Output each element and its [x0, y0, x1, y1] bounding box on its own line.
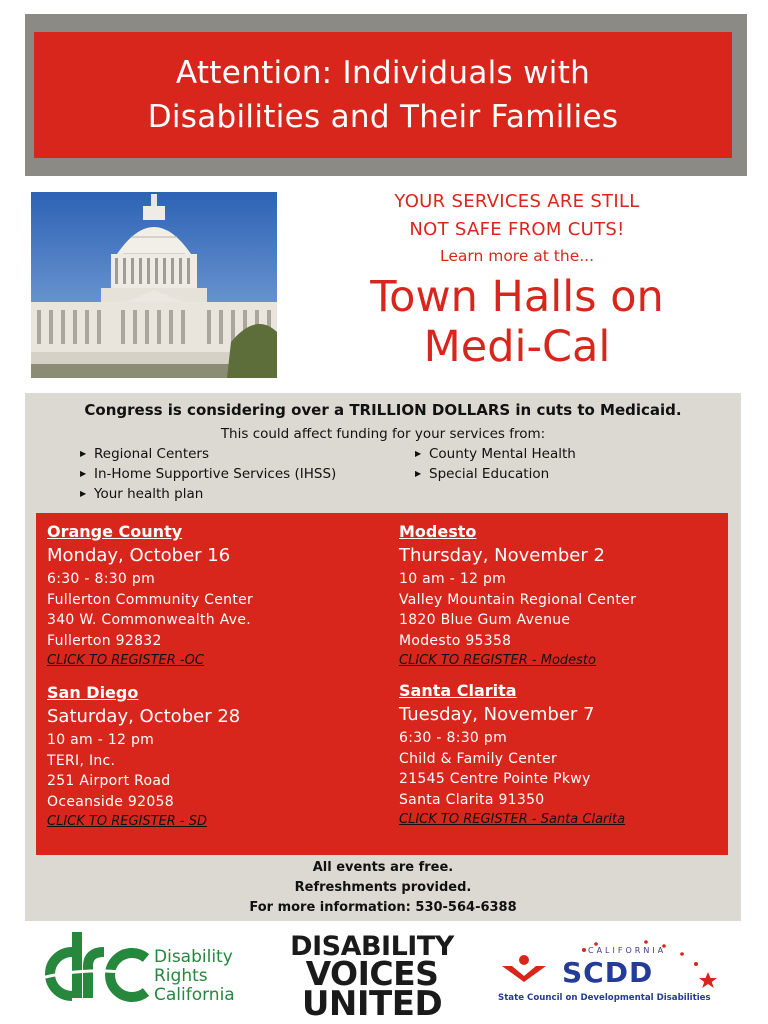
event-san-diego [47, 682, 240, 832]
event-citystate: Oceanside 92058 [47, 793, 174, 810]
promo-block [292, 188, 742, 372]
drc-logo [34, 930, 244, 1010]
services-list-right [415, 444, 576, 484]
contact-info: For more information: 530-564-6388 [249, 900, 517, 915]
event-time: 10 am - 12 pm [47, 732, 155, 748]
event-citystate: Santa Clarita 91350 [399, 791, 545, 808]
event-date: Monday, October 16 [47, 545, 231, 566]
triangle-right-icon: ▶ [415, 449, 422, 458]
free-note: All events are free. [312, 860, 454, 875]
event-time: 6:30 - 8:30 pm [47, 571, 156, 587]
header-banner [34, 32, 732, 158]
event-city: Santa Clarita [399, 681, 517, 700]
drc-mark-icon [34, 930, 149, 1010]
scdd-acronym: SCDD [562, 956, 654, 989]
event-date: Thursday, November 2 [399, 545, 605, 566]
list-item: ▶ Your health plan [80, 486, 204, 502]
list-item: ▶ Special Education [415, 466, 550, 482]
learn-more-text: Learn more at the... [439, 247, 595, 265]
event-city: Orange County [47, 522, 183, 541]
list-item: ▶ In-Home Supportive Services (IHSS) [80, 466, 337, 482]
event-address: 1820 Blue Gum Avenue [399, 612, 571, 628]
event-city: Modesto [399, 522, 477, 541]
header-line-2: Disabilities and Their Families [147, 99, 619, 135]
event-time: 6:30 - 8:30 pm [399, 730, 508, 746]
event-date: Tuesday, November 7 [399, 704, 595, 725]
title-line-2: Medi-Cal [423, 322, 611, 372]
event-modesto [399, 521, 636, 671]
event-citystate: Fullerton 92832 [47, 632, 162, 649]
event-orange-county [47, 521, 253, 671]
register-link-sd[interactable]: CLICK TO REGISTER - SD [47, 814, 208, 829]
events-panel [36, 513, 728, 855]
footer-info [25, 858, 741, 918]
triangle-right-icon: ▶ [80, 489, 87, 498]
list-item: ▶ Regional Centers [80, 446, 210, 462]
event-venue: TERI, Inc. [47, 752, 116, 769]
affect-statement: This could affect funding for your services from: [220, 426, 546, 442]
services-list-left [80, 444, 336, 504]
event-venue: Child & Family Center [399, 750, 558, 767]
event-citystate: Modesto 95358 [399, 632, 512, 649]
register-link-oc[interactable]: CLICK TO REGISTER -OC [47, 653, 204, 668]
event-venue: Fullerton Community Center [47, 591, 254, 608]
triangle-right-icon: ▶ [415, 469, 422, 478]
event-city: San Diego [47, 683, 139, 702]
register-link-modesto[interactable]: CLICK TO REGISTER - Modesto [399, 653, 596, 668]
scdd-state: CALIFORNIA [588, 946, 667, 955]
congress-statement: Congress is considering over a TRILLION DOLLARS in cuts to Medicaid. [84, 401, 682, 419]
sponsor-logos [0, 930, 768, 1024]
capitol-illustration [31, 192, 277, 378]
refreshments-note: Refreshments provided. [294, 880, 472, 895]
register-link-santa-clarita[interactable]: CLICK TO REGISTER - Santa Clarita [399, 812, 626, 827]
header-line-1: Attention: Individuals with [175, 55, 591, 91]
info-panel [25, 393, 741, 921]
event-date: Saturday, October 28 [47, 706, 241, 727]
triangle-right-icon: ▶ [80, 449, 87, 458]
list-item: ▶ County Mental Health [415, 446, 576, 462]
event-address: 21545 Centre Pointe Pkwy [399, 771, 591, 787]
drc-wordmark: Disability Rights California [154, 947, 235, 1005]
event-time: 10 am - 12 pm [399, 571, 507, 587]
warning-line-2: NOT SAFE FROM CUTS! [409, 219, 625, 240]
event-address: 340 W. Commonwealth Ave. [47, 612, 252, 628]
scdd-logo [496, 936, 726, 1016]
header-frame [25, 14, 747, 176]
event-venue: Valley Mountain Regional Center [399, 591, 637, 608]
warning-line-1: YOUR SERVICES ARE STILL [394, 191, 640, 212]
event-address: 251 Airport Road [47, 773, 171, 789]
triangle-right-icon: ▶ [80, 469, 87, 478]
dvu-logo: DISABILITY VOICES UNITED [290, 931, 454, 1024]
title-line-1: Town Halls on [370, 272, 664, 322]
capitol-image [31, 192, 277, 378]
scdd-fullname: State Council on Developmental Disabilities [498, 993, 711, 1003]
event-santa-clarita [399, 680, 625, 830]
